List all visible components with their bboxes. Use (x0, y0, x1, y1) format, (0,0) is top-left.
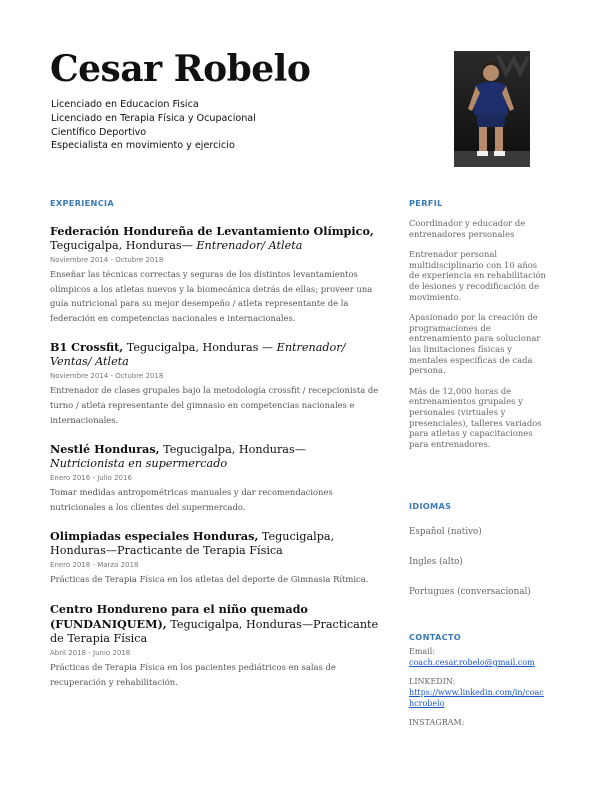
subtitle-line: Licenciado en Educacion Fisica (51, 99, 199, 110)
job-location: Tegucigalpa, Honduras — (123, 341, 277, 355)
subtitle-list (51, 98, 256, 153)
job-date: Enero 2018 - Marzo 2018 (50, 561, 139, 570)
job-location: Tegucigalpa, Honduras— (50, 239, 197, 252)
job-org: Federación Hondureña de Levantamiento Olímpico, (50, 224, 374, 238)
job-description: Enseñar las técnicas correctas y seguras de los distintos levantamientos olímpicos a los atletas nuevos y la biomecánica detrás de ellas; proveer una guía nutricional para su mejor desempeño / atleta representante de la federación en competencias nacionales e internacionales. (50, 269, 373, 323)
job-title (50, 224, 380, 253)
contacto-heading: CONTACTO (409, 632, 462, 642)
email-link[interactable]: coach.cesar.robelo@gmail.com (409, 658, 535, 667)
language-item: Español (nativo) (409, 527, 482, 537)
job-date: Noviembre 2014 - Octubre 2018 (50, 372, 164, 381)
job-location: Tegucigalpa, Honduras— (159, 443, 306, 457)
job-role: Entrenador/ Atleta (196, 239, 303, 252)
subtitle-line: Especialista en movimiento y ejercicio (51, 140, 235, 152)
job-org: Olimpiadas especiales Honduras, (50, 529, 259, 544)
job-date: Noviembre 2014 - Octubre 2018 (50, 256, 164, 264)
email-label: Email: (409, 647, 436, 656)
job-role: Entrenador/ Ventas/ Atleta (50, 341, 346, 369)
job-date: Abril 2018 - Junio 2018 (50, 648, 131, 657)
perfil-paragraph: Coordinador y educador de entrenadores personales (409, 218, 526, 239)
perfil-section (409, 218, 547, 459)
job-title (50, 340, 380, 369)
experience-section (50, 224, 380, 704)
perfil-paragraph: Más de 12,000 horas de entrenamientos grupales y personales (virtuales y presenciales), talleres variados para atletas y capacitaciones para entrenadores. (409, 385, 542, 449)
instagram-label: INSTAGRAM: (409, 718, 465, 727)
job-description: Entrenador de clases grupales bajo la metodología crossfit / recepcionista de turno / atleta representante del gimnasio en competencias nacionales e internacionales. (50, 385, 379, 425)
idiomas-heading: IDIOMAS (409, 501, 452, 511)
job-org: B1 Crossfit, (50, 340, 124, 355)
job-date: Enero 2016 - Julio 2016 (50, 474, 132, 483)
job-title (50, 529, 380, 558)
resume-name: Cesar Robelo (50, 48, 311, 90)
experience-heading: EXPERIENCIA (50, 198, 114, 208)
perfil-paragraph: Entrenador personal multidisciplinario con 10 años de experiencia en rehabilitación de lesiones y recodificación de movimiento. (409, 249, 546, 302)
perfil-heading: PERFIL (409, 198, 443, 208)
contacto-section (409, 646, 549, 728)
linkedin-link[interactable]: https://www.linkedin.com/in/coachcrobelo (409, 688, 544, 708)
job-location: Tegucigalpa, Honduras—Practicante de Terapia Física (50, 530, 335, 558)
language-item: Ingles (alto) (409, 557, 463, 567)
job-org: Centro Hondureno para el niño quemado (FUNDANIQUEM), (50, 601, 308, 631)
job-title (50, 602, 380, 646)
job-description: Prácticas de Terapia Física en los atletas del deporte de Gimnasia Rítmica. (50, 574, 369, 585)
job-entry (50, 529, 380, 587)
profile-photo (454, 51, 530, 167)
profile-photo-illustration (454, 51, 530, 167)
linkedin-label: LINKEDIN: (409, 677, 456, 686)
job-entry (50, 224, 380, 325)
job-org: Nestlé Honduras, (50, 442, 160, 457)
idiomas-section (409, 527, 531, 617)
perfil-paragraph: Apasionado por la creación de programaciones de entrenamiento para solucionar las limitaciones físicas y mentales específicas de cada persona. (409, 312, 541, 376)
job-location: Tegucigalpa, Honduras—Practicante de Terapia Física (50, 617, 379, 645)
subtitle-line: Científico Deportivo (51, 126, 147, 138)
job-entry (50, 340, 380, 427)
job-entry (50, 602, 380, 689)
job-entry (50, 442, 380, 514)
job-description: Prácticas de Terapia Física en los pacientes pediátricos en salas de recuperación y rehabilitación. (50, 661, 336, 687)
job-title (50, 442, 380, 471)
subtitle-line: Licenciado en Terapia Física y Ocupacional (51, 112, 256, 124)
job-description: Tomar medidas antropométricas manuales y dar recomendaciones nutricionales a los clientes del supermercado. (50, 487, 333, 512)
job-role: Nutricionista en supermercado (50, 457, 228, 471)
language-item: Portugues (conversacional) (409, 587, 531, 597)
